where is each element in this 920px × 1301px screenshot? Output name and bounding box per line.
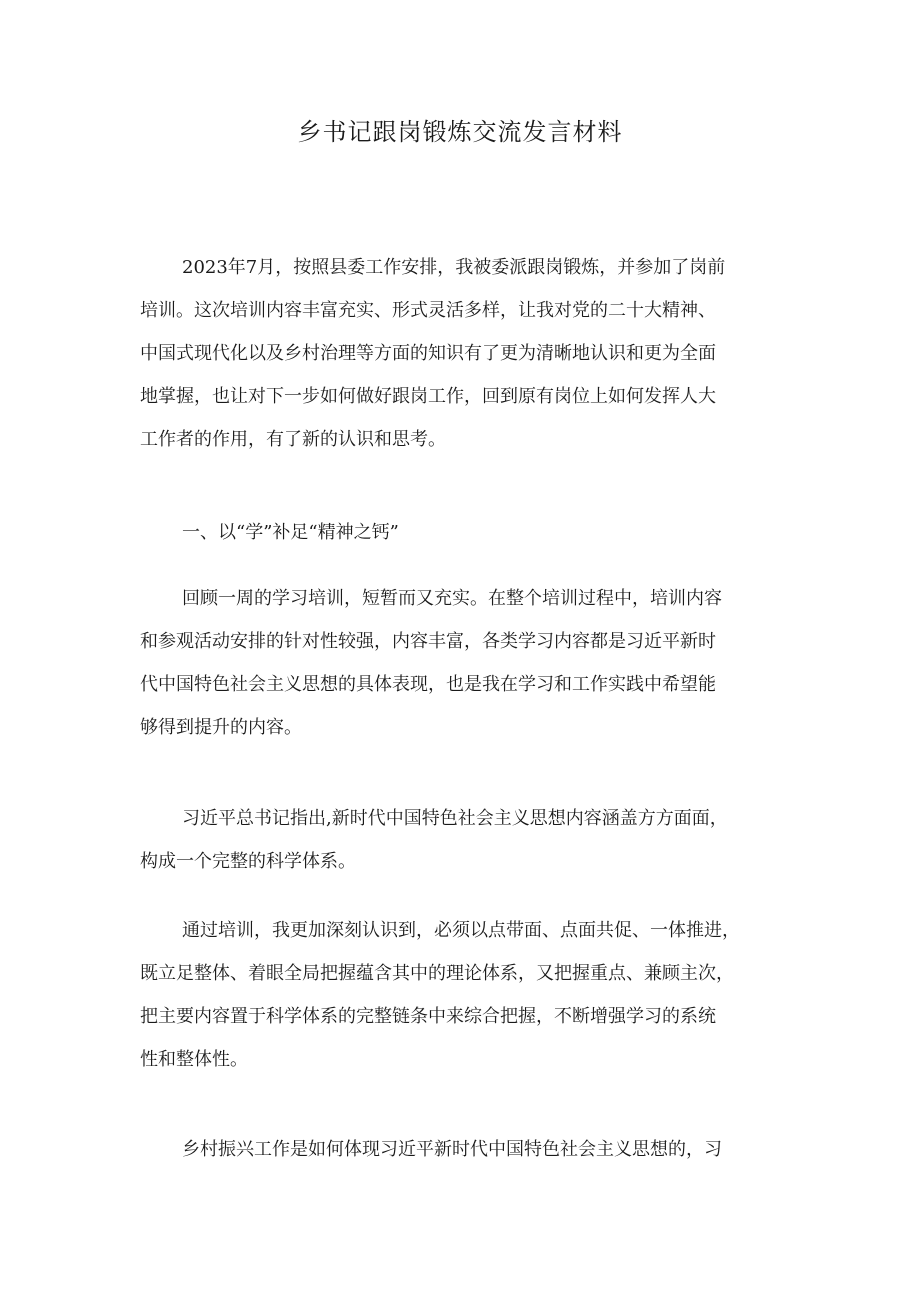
paragraph-line: 习近平总书记指出,新时代中国特色社会主义思想内容涵盖方方面面， [182,808,728,829]
paragraph-line: 把主要内容置于科学体系的完整链条中来综合把握，不断增强学习的系统 [140,1006,716,1027]
paragraph-line: 回顾一周的学习培训，短暂而又充实。在整个培训过程中，培训内容 [182,588,722,609]
paragraph-line: 培训。这次培训内容丰富充实、形式灵活多样，让我对党的二十大精神、 [140,300,716,321]
paragraph-review [140,577,790,749]
paragraph-line: 工作者的作用，有了新的认识和思考。 [140,429,446,450]
paragraph-line: 通过培训，我更加深刻认识到，必须以点带面、点面共促、一体推进， [182,920,740,941]
paragraph-line: 2023年7月，按照县委工作安排，我被委派跟岗锻炼，并参加了岗前 [182,257,726,278]
paragraph-line: 既立足整体、着眼全局把握蕴含其中的理论体系，又把握重点、兼顾主次， [140,963,734,984]
paragraph-line: 构成一个完整的科学体系。 [140,851,356,872]
paragraph-line: 和参观活动安排的针对性较强，内容丰富，各类学习内容都是习近平新时 [140,631,716,652]
paragraph-line: 地掌握，也让对下一步如何做好跟岗工作，回到原有岗位上如何发挥人大 [140,386,716,407]
paragraph-line: 中国式现代化以及乡村治理等方面的知识有了更为清晰地认识和更为全面 [140,343,716,364]
paragraph-line: 代中国特色社会主义思想的具体表现，也是我在学习和工作实践中希望能 [140,674,716,695]
paragraph-intro [140,246,790,461]
paragraph-rural-revitalization [140,1128,790,1171]
paragraph-line: 乡村振兴工作是如何体现习近平新时代中国特色社会主义思想的，习 [182,1139,722,1160]
paragraph-line: 够得到提升的内容。 [140,717,302,738]
paragraph-quote [140,797,790,883]
paragraph-line: 性和整体性。 [140,1049,248,1070]
section-heading: 一、以“学”补足“精神之钙” [182,522,399,543]
paragraph-understanding [140,909,790,1081]
document-title: 乡书记跟岗锻炼交流发言材料 [297,118,623,146]
